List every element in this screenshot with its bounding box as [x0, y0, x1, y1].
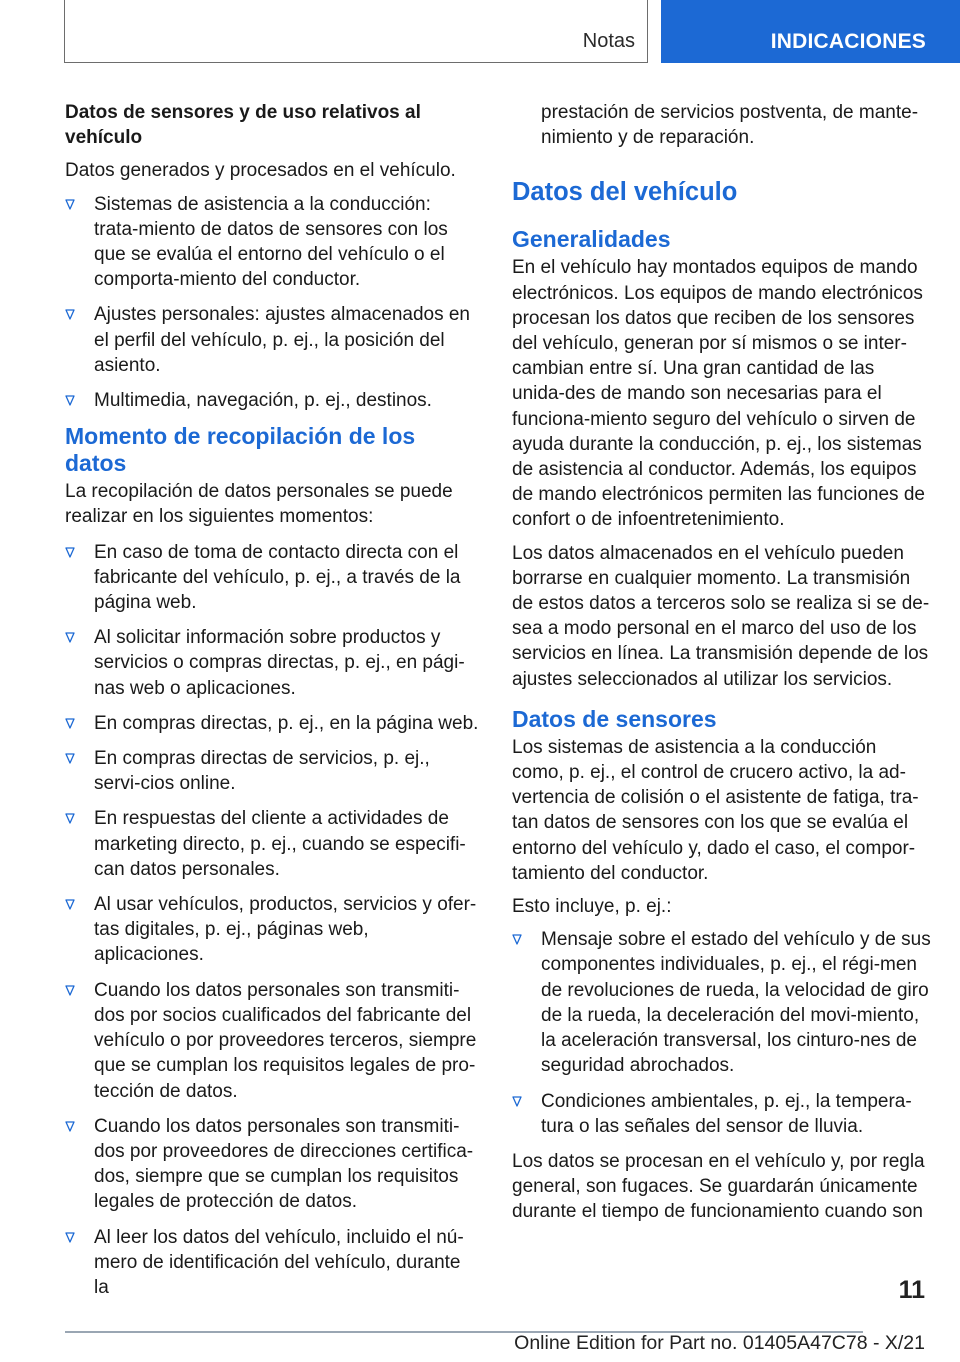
triangle-bullet-icon	[65, 1121, 75, 1132]
general-paragraph-2: Los datos almacenados en el vehículo pueden borrarse en cualquier momento. La transmisión de estos datos a terceros solo se realiza si se de-sea a modo personal en el marco del uso de los servicios en línea. La transmisión depende de los ajustes seleccionados al utilizar los servicios.	[512, 542, 930, 690]
left-column	[65, 100, 480, 1310]
list-item: Mensaje sobre el estado del vehículo y de sus componentes individuales, p. ej., el régi-men de revoluciones de rueda, la velocidad de giro de la rueda, la deceleración del movi-miento, la aceleración transversal, los cinturo-nes de seguridad abrochados.	[512, 927, 932, 1078]
sensor-usage-subheading: Datos de sensores y de uso relativos al vehículo	[65, 102, 421, 149]
list-item: Cuando los datos personales son transmiti-dos por socios cualificados del fabricante del vehículo o por proveedores terceros, siempre que se cumplan los requisitos legales de pro-tección de datos.	[65, 978, 480, 1104]
general-paragraph-1: En el vehículo hay montados equipos de mando electrónicos. Los equipos de mando electrónicos procesan los datos que reciben de los sensores del vehículo, generan por sí mismos o se inter-cambian entre sí. Una gran cantidad de las unida-des de mando son necesarias para el funciona-miento seguro del vehículo o sirven de ayuda durante la conducción, p. ej., los sistemas de asistencia al conductor. Además, los equipos de mando electrónicos permiten las funciones de confort o de infoentretenimiento.	[512, 257, 925, 531]
sensor-data-includes: Esto incluye, p. ej.:	[512, 896, 672, 918]
list-item: Al usar vehículos, productos, servicios y ofer-tas digitales, p. ej., páginas web, aplicaciones.	[65, 892, 480, 968]
list-item: En compras directas, p. ej., en la página web.	[65, 711, 480, 736]
section-tab	[661, 0, 960, 63]
header-notes-box	[64, 0, 648, 63]
section-tab-label: INDICACIONES	[770, 30, 926, 53]
vehicle-data-heading: Datos del vehículo	[512, 178, 738, 207]
triangle-bullet-icon	[65, 813, 75, 824]
list-item: Cuando los datos personales son transmiti-dos por proveedores de direcciones certifica-dos, siempre que se cumplan los requisitos legales de protección de datos.	[65, 1114, 480, 1215]
triangle-bullet-icon	[65, 547, 75, 558]
sensor-data-heading: Datos de sensores	[512, 705, 717, 732]
continued-list	[512, 100, 932, 150]
page-number: 11	[898, 1276, 925, 1304]
right-column	[512, 100, 932, 1225]
sensor-data-paragraph: Los sistemas de asistencia a la conducción como, p. ej., el control de crucero activo, la ad-vertencia de colisión o el asistente de fatiga, tra-tan datos de sensores con los que se evalúa el entorno del vehículo y, dado el caso, el compor-tamiento del conductor.	[512, 736, 919, 884]
list-item: Al solicitar información sobre productos y servicios o compras directas, p. ej., en pági-nas web o aplicaciones.	[65, 625, 480, 701]
triangle-bullet-icon	[65, 985, 75, 996]
list-item: Condiciones ambientales, p. ej., la tempera-tura o las señales del sensor de lluvia.	[512, 1089, 932, 1139]
general-heading: Generalidades	[512, 226, 671, 253]
list-item: Multimedia, navegación, p. ej., destinos.	[65, 388, 480, 413]
list-item: Al leer los datos del vehículo, incluido el nú-mero de identificación del vehículo, durante la	[65, 1225, 480, 1301]
sensor-data-closing: Los datos se procesan en el vehículo y, por regla general, son fugaces. Se guardarán únicamente durante el tiempo de funcionamiento cuando son	[512, 1150, 925, 1223]
list-item: En compras directas de servicios, p. ej., servi-cios online.	[65, 746, 480, 796]
sensor-usage-intro: Datos generados y procesados en el vehículo.	[65, 160, 456, 182]
triangle-bullet-icon	[65, 753, 75, 764]
footer-edition: Online Edition for Part no. 01405A47C78 - X/21	[514, 1332, 925, 1354]
collection-moment-intro: La recopilación de datos personales se puede realizar en los siguientes momentos:	[65, 481, 453, 528]
sensor-data-list	[512, 927, 932, 1139]
list-item-continued: prestación de servicios postventa, de mante-nimiento y de reparación.	[541, 102, 919, 149]
list-item: En respuestas del cliente a actividades de marketing directo, p. ej., cuando se especifi-can datos personales.	[65, 806, 480, 882]
list-item: En caso de toma de contacto directa con el fabricante del vehículo, p. ej., a través de la página web.	[65, 540, 480, 616]
sensor-usage-list	[65, 192, 480, 414]
header-notes-label: Notas	[582, 30, 635, 52]
triangle-bullet-icon	[65, 718, 75, 729]
collection-moment-heading: Momento de recopilación de los datos	[65, 423, 416, 477]
triangle-bullet-icon	[65, 899, 75, 910]
triangle-bullet-icon	[65, 309, 75, 320]
triangle-bullet-icon	[512, 934, 522, 945]
list-item: Sistemas de asistencia a la conducción: trata-miento de datos de sensores con los que se evalúa el entorno del vehículo o el comporta-miento del conductor.	[65, 192, 480, 293]
list-item: Ajustes personales: ajustes almacenados en el perfil del vehículo, p. ej., la posición del asiento.	[65, 302, 480, 378]
triangle-bullet-icon	[512, 1096, 522, 1107]
triangle-bullet-icon	[65, 199, 75, 210]
triangle-bullet-icon	[65, 395, 75, 406]
collection-moment-list	[65, 540, 480, 1300]
triangle-bullet-icon	[65, 632, 75, 643]
triangle-bullet-icon	[65, 1232, 75, 1243]
